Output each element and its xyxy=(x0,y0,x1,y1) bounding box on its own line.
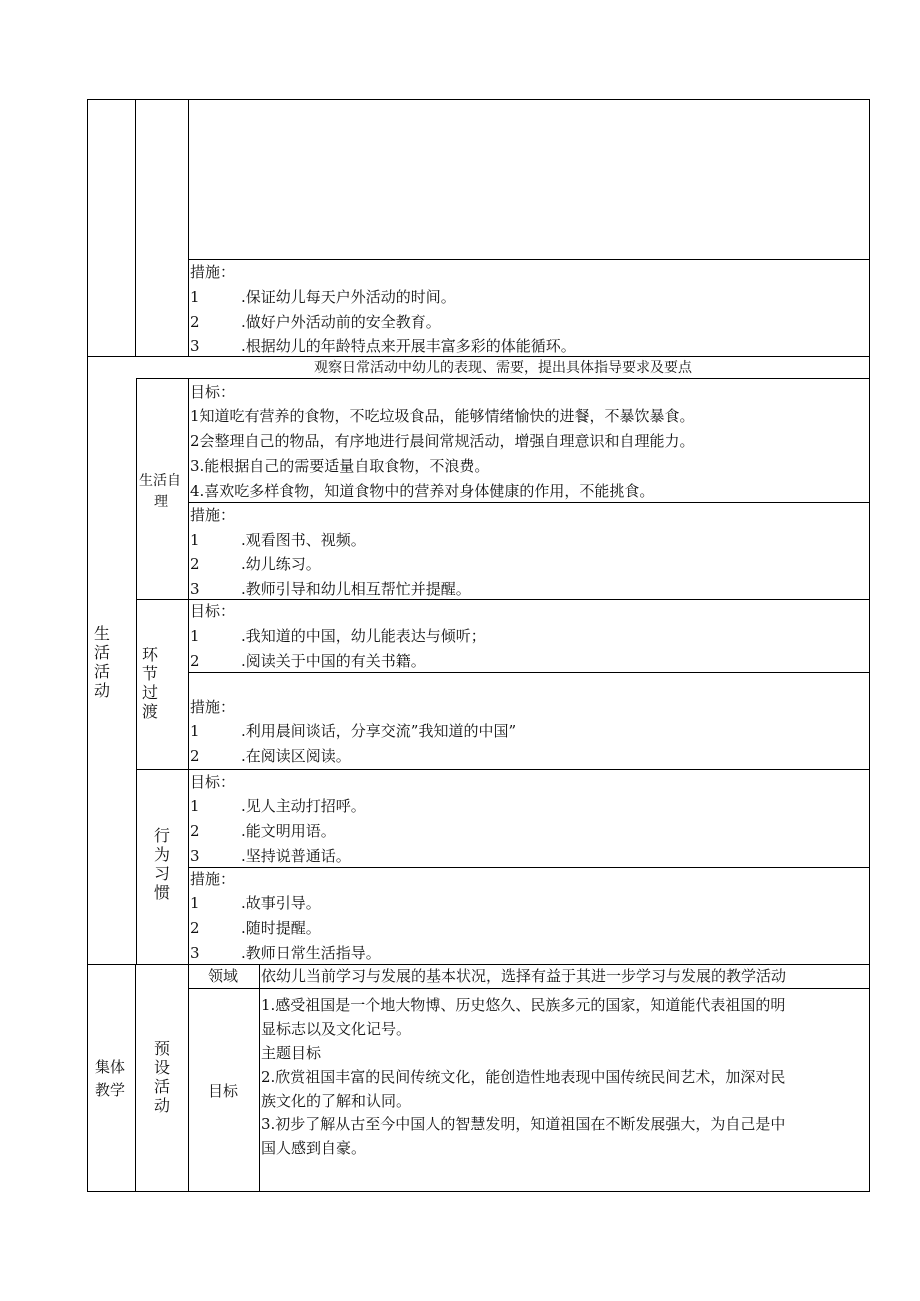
selfcare-goal-1: 1知道吃有营养的食物，不吃垃圾食品，能够情绪愉快的进餐，不暴饮暴食。 xyxy=(190,407,695,425)
group-goal-line-3: 主题目标 xyxy=(261,1044,322,1062)
top-measure-2-text: .做好户外活动前的安全教育。 xyxy=(241,313,441,331)
selfcare-measure-3-num: 3 xyxy=(190,580,200,598)
habits-goal-label: 目标： xyxy=(190,773,236,791)
habits-goal-3-text: .坚持说普通话。 xyxy=(241,847,351,865)
selfcare-measure-1-num: 1 xyxy=(190,531,200,549)
transition-goal-2-text: .阅读关于中国的有关书籍。 xyxy=(241,652,426,670)
row-divider-domain xyxy=(188,988,870,989)
table-border-right xyxy=(869,99,870,1192)
top-measure-3-num: 3 xyxy=(190,337,200,355)
selfcare-measure-2-text: .幼儿练习。 xyxy=(241,555,321,573)
group-goal-line-5: 族文化的了解和认同。 xyxy=(261,1092,412,1110)
transition-measure-label: 措施： xyxy=(190,698,236,716)
preset-activity-label: 预 设 活 动 xyxy=(153,1039,170,1115)
selfcare-goal-label: 目标： xyxy=(190,383,236,401)
row-divider-group xyxy=(87,964,870,965)
group-goal-line-4: 2.欣赏祖国丰富的民间传统文化，能创造性地表现中国传统民间艺术，加深对民 xyxy=(261,1068,786,1086)
transition-goal-label: 目标： xyxy=(190,602,236,620)
table-border-top xyxy=(87,99,870,100)
col-divider-3 xyxy=(188,378,189,1192)
transition-measure-2-num: 2 xyxy=(190,747,200,765)
habits-goal-2-text: .能文明用语。 xyxy=(241,822,336,840)
row-divider-transition xyxy=(136,599,870,600)
col-divider-2b xyxy=(136,378,137,964)
row-divider-life xyxy=(87,356,870,357)
top-measure-1-text: .保证幼儿每天户外活动的时间。 xyxy=(241,288,456,306)
selfcare-measure-3-text: .教师引导和幼儿相互帮忙并提醒。 xyxy=(241,580,471,598)
top-measures-label: 措施： xyxy=(190,263,236,281)
life-section-label: 生 活 活 动 xyxy=(93,624,110,700)
transition-goal-1-num: 1 xyxy=(190,627,200,645)
top-measure-3-text: .根据幼儿的年龄特点来开展丰富多彩的体能循环。 xyxy=(241,337,576,355)
life-header: 观察日常活动中幼儿的表现、需要，提出具体指导要求及要点 xyxy=(314,360,692,376)
selfcare-label-line2: 理 xyxy=(154,494,168,510)
top-measure-1-num: 1 xyxy=(190,288,200,306)
habits-goal-1-num: 1 xyxy=(190,797,200,815)
col-divider-1 xyxy=(135,99,136,356)
selfcare-measure-2-num: 2 xyxy=(190,555,200,573)
row-divider-habits xyxy=(136,769,870,770)
domain-text: 依幼儿当前学习与发展的基本状况，选择有益于其进一步学习与发展的教学活动 xyxy=(261,967,787,985)
habits-goal-3-num: 3 xyxy=(190,847,200,865)
group-section-label-line2: 教学 xyxy=(95,1081,126,1099)
transition-label: 环 节 过 渡 xyxy=(141,645,158,721)
table-border-left xyxy=(87,99,88,1192)
row-divider-selfcare-measures xyxy=(188,502,870,503)
group-goal-line-1: 1.感受祖国是一个地大物博、历史悠久、民族多元的国家，知道能代表祖国的明 xyxy=(261,996,786,1014)
selfcare-goal-2: 2会整理自己的物品，有序地进行晨间常规活动，增强自理意识和自理能力。 xyxy=(190,432,695,450)
top-measure-2-num: 2 xyxy=(190,313,200,331)
habits-measure-2-num: 2 xyxy=(190,919,200,937)
row-divider-habits-measures xyxy=(188,867,870,868)
group-goal-line-2: 显标志以及文化记号。 xyxy=(261,1020,412,1038)
group-goal-line-6: 3.初步了解从古至今中国人的智慧发明，知道祖国在不断发展强大，为自己是中 xyxy=(261,1115,786,1133)
domain-label: 领域 xyxy=(208,967,239,985)
selfcare-goal-4: 4.喜欢吃多样食物，知道食物中的营养对身体健康的作用，不能挑食。 xyxy=(190,482,655,500)
habits-goal-1-text: .见人主动打招呼。 xyxy=(241,797,366,815)
transition-measure-1-text: .利用晨间谈话，分享交流”我知道的中国” xyxy=(241,722,517,740)
habits-goal-2-num: 2 xyxy=(190,822,200,840)
habits-label: 行 为 习 惯 xyxy=(153,826,170,902)
habits-measure-2-text: .随时提醒。 xyxy=(241,919,321,937)
selfcare-measure-1-text: .观看图书、视频。 xyxy=(241,531,366,549)
selfcare-goal-3: 3.能根据自己的需要适量自取食物，不浪费。 xyxy=(190,457,490,475)
row-divider-transition-measures xyxy=(188,672,870,673)
selfcare-measure-label: 措施： xyxy=(190,506,236,524)
group-goal-label: 目标 xyxy=(208,1082,239,1100)
group-goal-line-7: 国人感到自豪。 xyxy=(261,1139,367,1157)
habits-measure-3-num: 3 xyxy=(190,944,200,962)
col-divider-2 xyxy=(188,99,189,356)
transition-goal-2-num: 2 xyxy=(190,652,200,670)
selfcare-label-line1: 生活自 xyxy=(139,473,181,489)
habits-measure-1-text: .故事引导。 xyxy=(241,894,321,912)
habits-measure-label: 措施： xyxy=(190,870,236,888)
transition-measure-1-num: 1 xyxy=(190,722,200,740)
group-section-label-line1: 集体 xyxy=(95,1058,126,1076)
transition-goal-1-text: .我知道的中国，幼儿能表达与倾听； xyxy=(241,627,486,645)
row-divider-measures xyxy=(188,259,870,260)
table-border-bottom xyxy=(87,1191,870,1192)
habits-measure-1-num: 1 xyxy=(190,894,200,912)
habits-measure-3-text: .教师日常生活指导。 xyxy=(241,944,381,962)
col-divider-1b xyxy=(135,964,136,1192)
row-divider-life-header xyxy=(136,378,870,379)
transition-measure-2-text: .在阅读区阅读。 xyxy=(241,747,351,765)
col-divider-4 xyxy=(259,964,260,1192)
